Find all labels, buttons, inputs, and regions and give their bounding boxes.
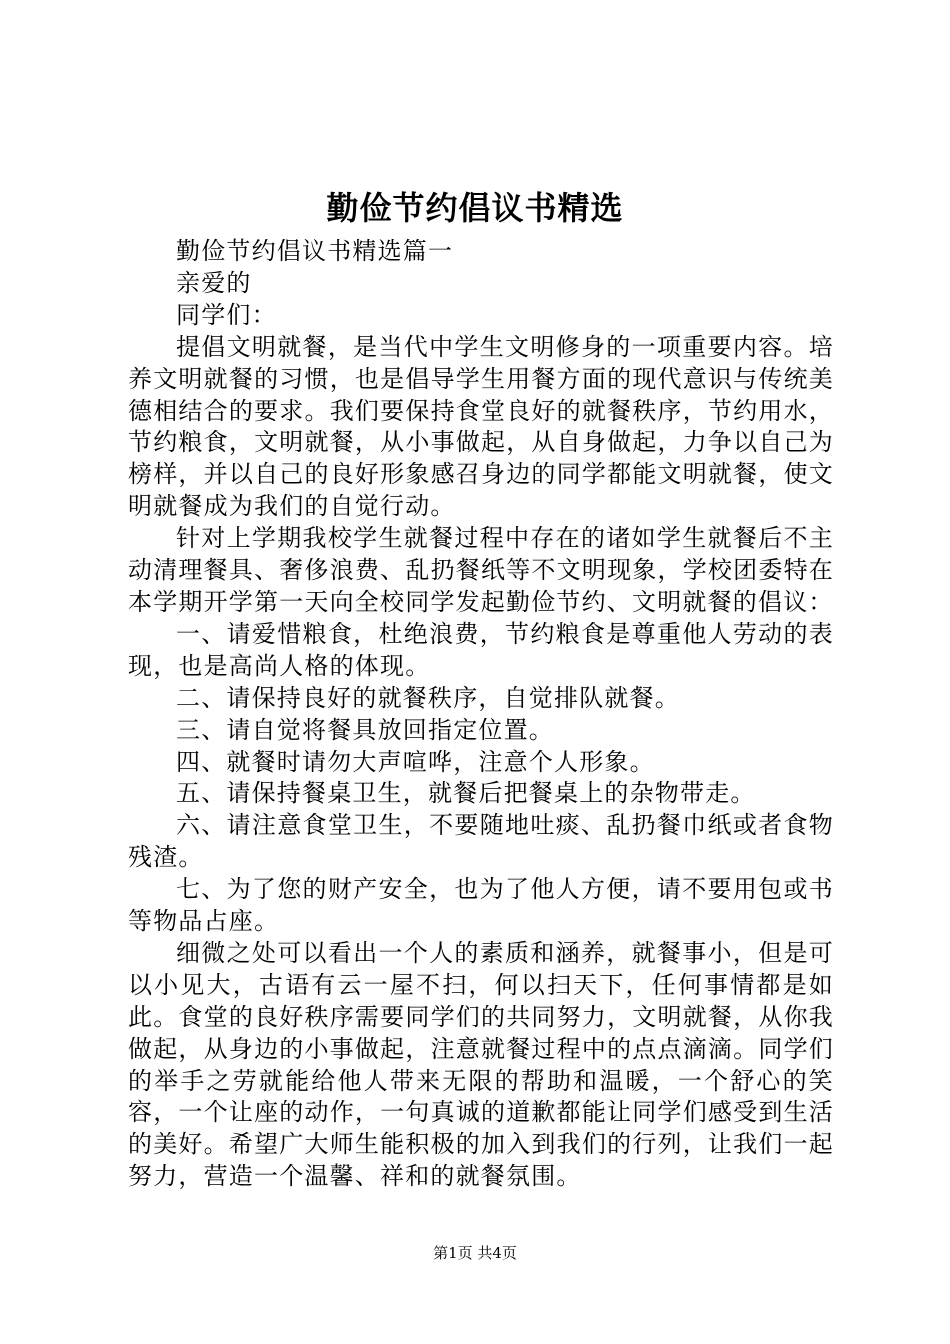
salutation-line-1: 亲爱的 bbox=[176, 268, 252, 297]
list-item-3: 三、请自觉将餐具放回指定位置。 bbox=[176, 715, 554, 744]
list-item-2: 二、请保持良好的就餐秩序，自觉排队就餐。 bbox=[176, 683, 680, 712]
list-item-6: 六、请注意食堂卫生，不要随地吐痰、乱扔餐巾纸或者食物残渣。 bbox=[128, 811, 834, 872]
paragraph-initiative: 针对上学期我校学生就餐过程中存在的诸如学生就餐后不主动清理餐具、奢侈浪费、乱扔餐纸等不文明现象，学校团委特在本学期开学第一天向全校同学发起勤俭节约、文明就餐的倡议： bbox=[128, 524, 834, 616]
list-item-4: 四、就餐时请勿大声喧哗，注意个人形象。 bbox=[176, 747, 655, 776]
page-indicator: 第1页 共4页 bbox=[433, 1244, 517, 1262]
salutation-line-2: 同学们： bbox=[176, 300, 277, 329]
list-item-7: 七、为了您的财产安全，也为了他人方便，请不要用包或书等物品占座。 bbox=[128, 875, 834, 936]
paragraph-conclusion: 细微之处可以看出一个人的素质和涵养，就餐事小，但是可以小见大，古语有云一屋不扫，何以扫天下，任何事情都是如此。食堂的良好秩序需要同学们的共同努力，文明就餐，从你我做起，从身边的小事做起，注意就餐过程中的点点滴滴。同学们的举手之劳就能给他人带来无限的帮助和温暖，一个舒心的笑容，一个让座的动作，一句真诚的道歉都能让同学们感受到生活的美好。希望广大师生能积极的加入到我们的行列，让我们一起努力，营造一个温馨、祥和的就餐氛围。 bbox=[128, 938, 834, 1191]
document-title: 勤俭节约倡议书精选 bbox=[326, 189, 624, 227]
paragraph-intro: 提倡文明就餐，是当代中学生文明修身的一项重要内容。培养文明就餐的习惯，也是倡导学生用餐方面的现代意识与传统美德相结合的要求。我们要保持食堂良好的就餐秩序，节约用水，节约粮食，文明就餐，从小事做起，从自身做起，力争以自己为榜样，并以自己的良好形象感召身边的同学都能文明就餐，使文明就餐成为我们的自觉行动。 bbox=[128, 332, 834, 521]
section-heading: 勤俭节约倡议书精选篇一 bbox=[176, 237, 454, 265]
list-item-5: 五、请保持餐桌卫生，就餐后把餐桌上的杂物带走。 bbox=[176, 779, 756, 808]
list-item-1: 一、请爱惜粮食，杜绝浪费，节约粮食是尊重他人劳动的表现，也是高尚人格的体现。 bbox=[128, 619, 834, 680]
document-body bbox=[128, 236, 834, 1193]
